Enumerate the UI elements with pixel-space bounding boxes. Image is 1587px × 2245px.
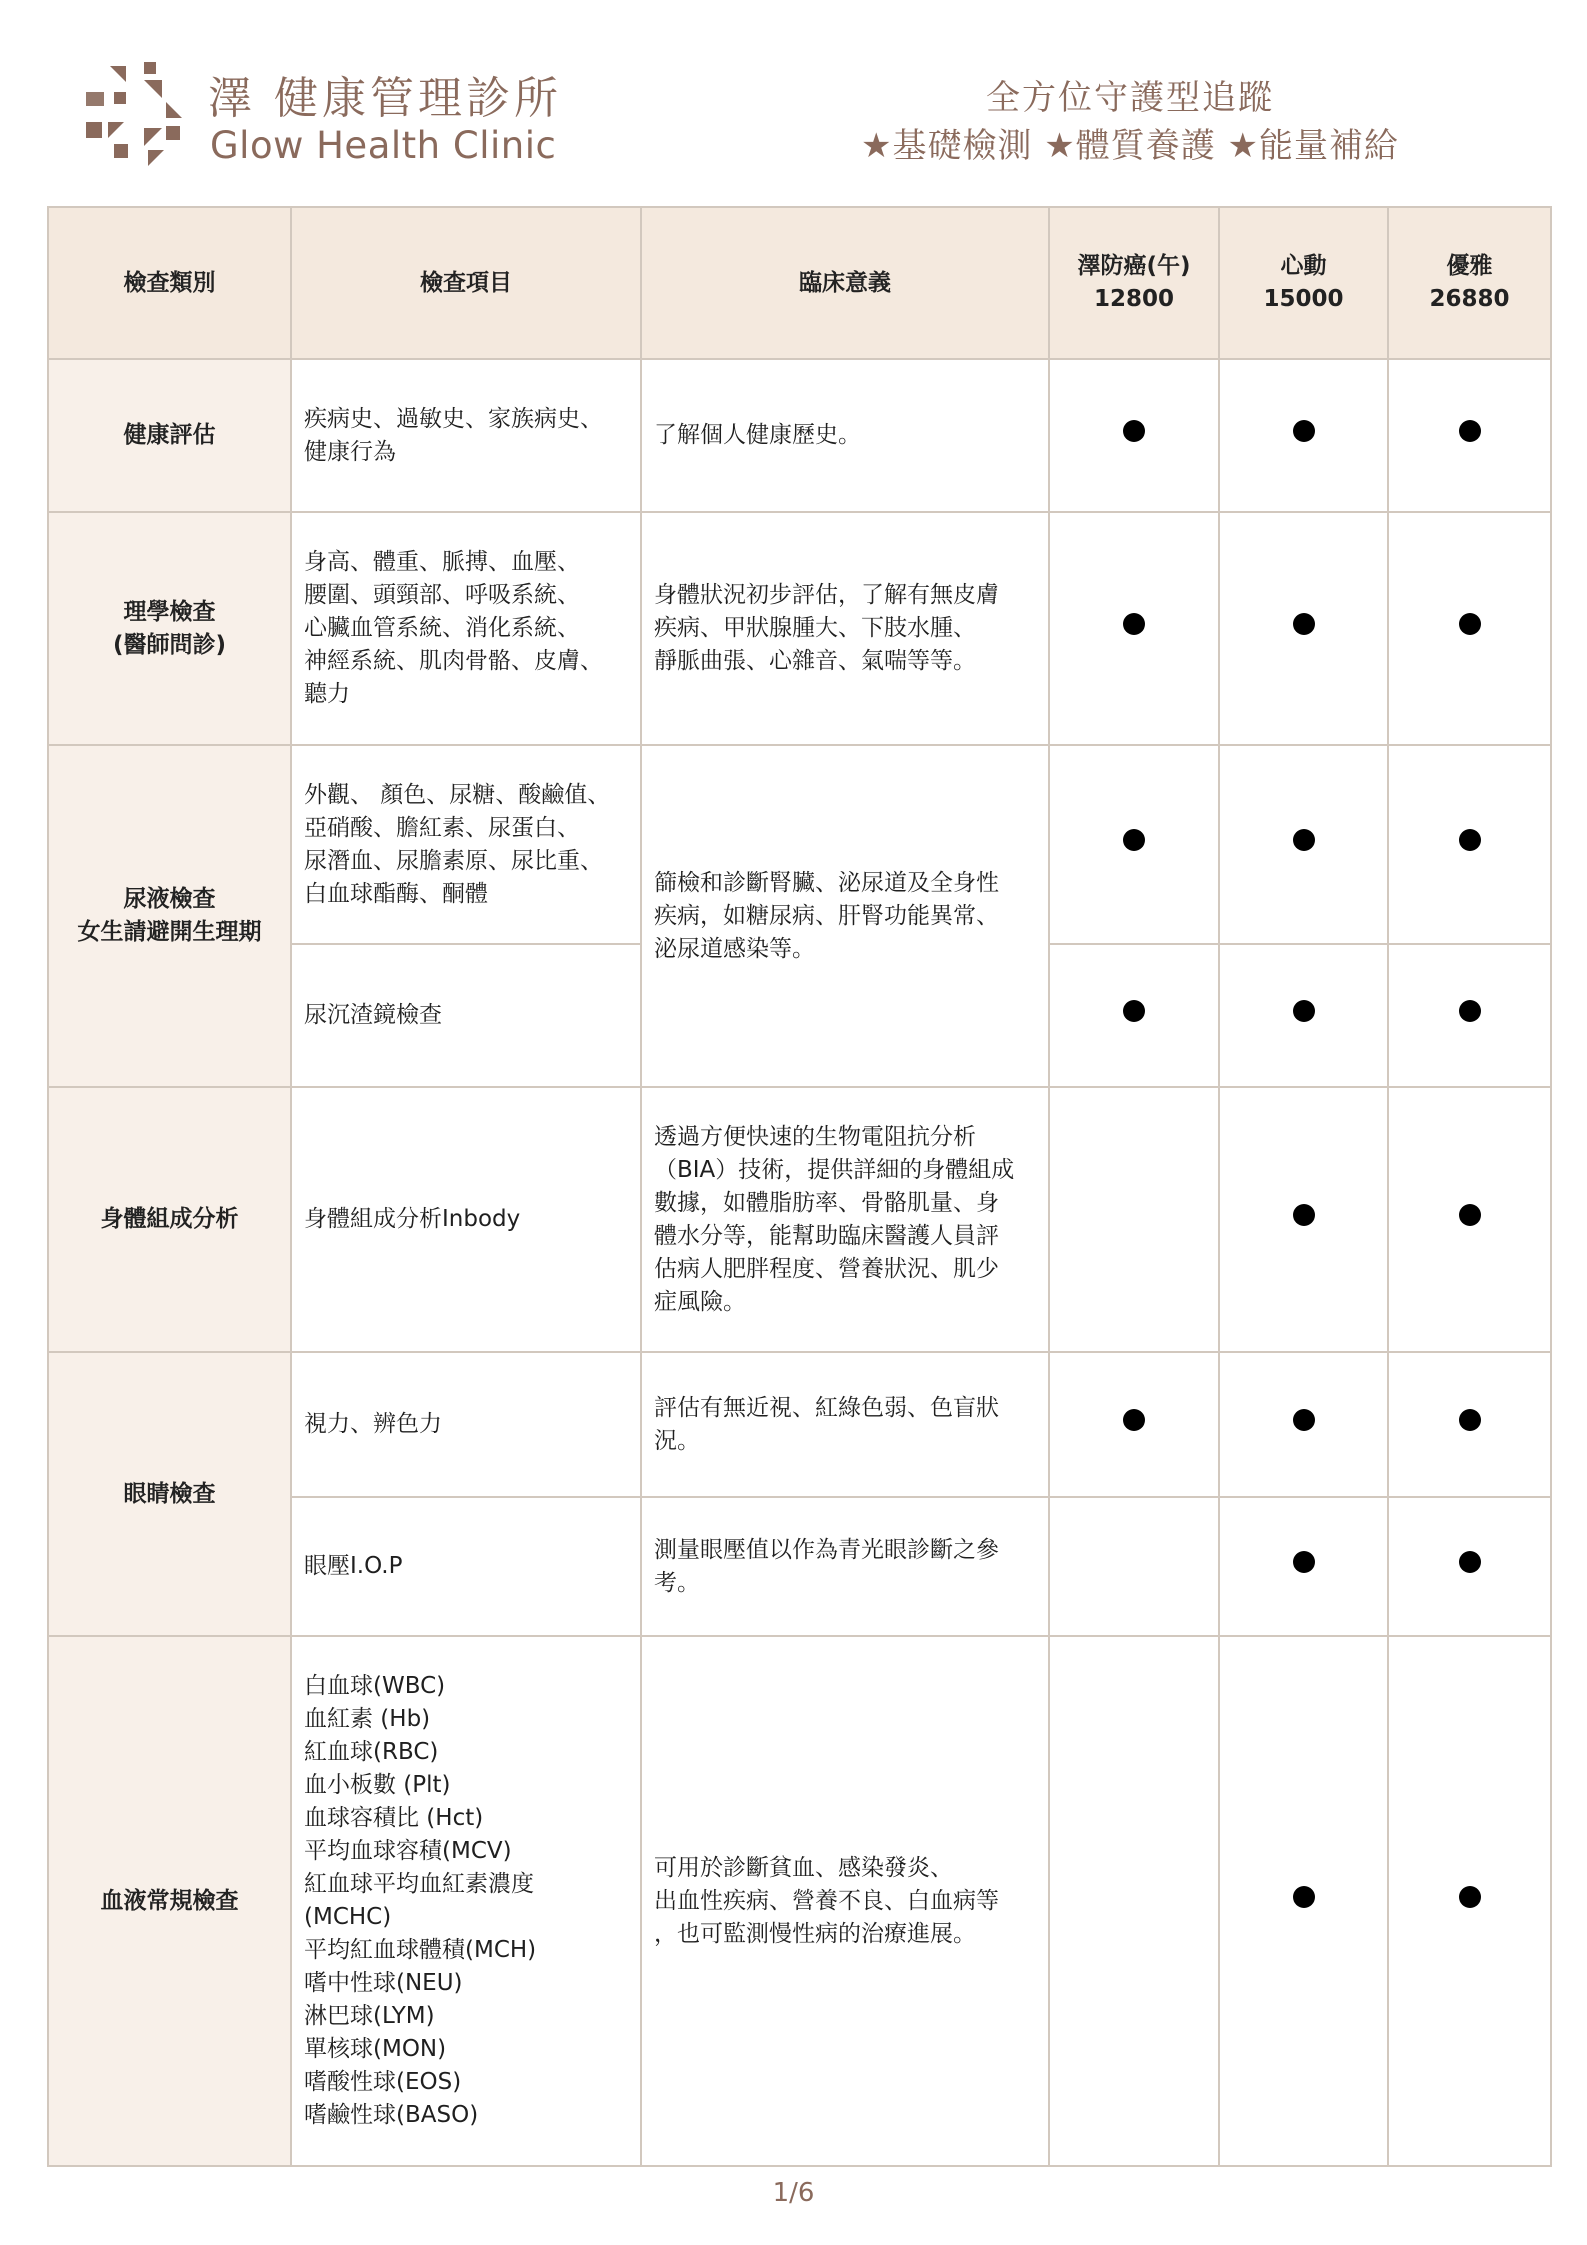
plan-3-mark — [1388, 1352, 1551, 1497]
row-meaning: 評估有無近視、紅綠色弱、色盲狀 況。 — [641, 1352, 1049, 1497]
included-dot-icon — [1293, 613, 1315, 635]
row-item: 疾病史、過敏史、家族病史、 健康行為 — [291, 359, 641, 512]
row-category: 理學檢查 (醫師問診) — [48, 512, 291, 745]
plan-3-mark — [1388, 745, 1551, 944]
row-meaning: 了解個人健康歷史。 — [641, 359, 1049, 512]
included-dot-icon — [1123, 829, 1145, 851]
included-dot-icon — [1459, 829, 1481, 851]
table-row — [48, 1087, 1551, 1352]
plan-2-mark — [1219, 1497, 1388, 1636]
plan-1-mark — [1049, 1087, 1219, 1352]
row-item: 白血球(WBC) 血紅素 (Hb) 紅血球(RBC) 血小板數 (Plt) 血球容積比 (Hct) 平均血球容積(MCV) 紅血球平均血紅素濃度 (MCHC) 平均紅血球體積(MCH) 嗜中性球(NEU) 淋巴球(LYM) 單核球(MON) 嗜酸性球(EOS) 嗜鹼性球(BASO) — [291, 1636, 641, 2166]
row-category: 眼睛檢查 — [48, 1352, 291, 1636]
checkup-table — [47, 206, 1552, 2167]
included-dot-icon — [1459, 1886, 1481, 1908]
header-plan-3: 優雅 26880 — [1388, 207, 1551, 359]
plan-1-mark — [1049, 1636, 1219, 2166]
plan-3-mark — [1388, 1636, 1551, 2166]
plan-1-mark — [1049, 944, 1219, 1087]
plan-2-mark — [1219, 1352, 1388, 1497]
row-category: 血液常規檢查 — [48, 1636, 291, 2166]
plan-3-mark — [1388, 512, 1551, 745]
page-number: 1/6 — [772, 2178, 815, 2208]
included-dot-icon — [1459, 1204, 1481, 1226]
plan-2-mark — [1219, 359, 1388, 512]
header-item: 檢查項目 — [291, 207, 641, 359]
brand-name-english: Glow Health Clinic — [210, 124, 557, 167]
included-dot-icon — [1123, 613, 1145, 635]
plan-1-mark — [1049, 512, 1219, 745]
row-item: 身高、體重、脈搏、血壓、 腰圍、頭頸部、呼吸系統、 心臟血管系統、消化系統、 神經系統、肌肉骨骼、皮膚、 聽力 — [291, 512, 641, 745]
header-meaning: 臨床意義 — [641, 207, 1049, 359]
row-item: 眼壓I.O.P — [291, 1497, 641, 1636]
included-dot-icon — [1293, 1204, 1315, 1226]
plan-2-mark — [1219, 512, 1388, 745]
plan-1-mark — [1049, 745, 1219, 944]
row-meaning: 透過方便快速的生物電阻抗分析 （BIA）技術，提供詳細的身體組成 數據，如體脂肪率、骨骼肌量、身 體水分等，能幫助臨床醫護人員評 估病人肥胖程度、營養狀況、肌少 症風險。 — [641, 1087, 1049, 1352]
included-dot-icon — [1293, 420, 1315, 442]
included-dot-icon — [1123, 1000, 1145, 1022]
row-meaning: 篩檢和診斷腎臟、泌尿道及全身性 疾病，如糖尿病、肝腎功能異常、 泌尿道感染等。 — [641, 745, 1049, 1087]
table-row — [48, 745, 1551, 944]
included-dot-icon — [1459, 1551, 1481, 1573]
plan-2-mark — [1219, 745, 1388, 944]
plan-1-mark — [1049, 359, 1219, 512]
plan-3-mark — [1388, 359, 1551, 512]
row-item: 身體組成分析Inbody — [291, 1087, 641, 1352]
header-plan-1: 澤防癌(午) 12800 — [1049, 207, 1219, 359]
table-row — [48, 512, 1551, 745]
header-category: 檢查類別 — [48, 207, 291, 359]
included-dot-icon — [1293, 1551, 1315, 1573]
plan-1-mark — [1049, 1352, 1219, 1497]
plan-3-mark — [1388, 944, 1551, 1087]
table-row — [48, 359, 1551, 512]
plan-1-mark — [1049, 1497, 1219, 1636]
included-dot-icon — [1459, 613, 1481, 635]
plan-2-mark — [1219, 1087, 1388, 1352]
table-row — [48, 1636, 1551, 2166]
row-item: 視力、辨色力 — [291, 1352, 641, 1497]
included-dot-icon — [1123, 420, 1145, 442]
row-meaning: 可用於診斷貧血、感染發炎、 出血性疾病、營養不良、白血病等 ，也可監測慢性病的治療進展。 — [641, 1636, 1049, 2166]
table-row — [48, 1352, 1551, 1497]
tagline-secondary: ★基礎檢測 ★體質養護 ★能量補給 — [860, 126, 1400, 166]
header-plan-2: 心動 15000 — [1219, 207, 1388, 359]
clinic-logo-icon — [82, 58, 190, 170]
row-category: 尿液檢查 女生請避開生理期 — [48, 745, 291, 1087]
plan-2-mark — [1219, 944, 1388, 1087]
included-dot-icon — [1123, 1409, 1145, 1431]
included-dot-icon — [1459, 1000, 1481, 1022]
plan-3-mark — [1388, 1497, 1551, 1636]
row-meaning: 身體狀況初步評估，了解有無皮膚 疾病、甲狀腺腫大、下肢水腫、 靜脈曲張、心雜音、氣喘等等。 — [641, 512, 1049, 745]
included-dot-icon — [1293, 829, 1315, 851]
table-header-row — [48, 207, 1551, 359]
row-meaning: 測量眼壓值以作為青光眼診斷之參 考。 — [641, 1497, 1049, 1636]
row-item: 外觀、 顏色、尿糖、酸鹼值、 亞硝酸、膽紅素、尿蛋白、 尿潛血、尿膽素原、尿比重、 白血球酯酶、酮體 — [291, 745, 641, 944]
plan-2-mark — [1219, 1636, 1388, 2166]
row-category: 健康評估 — [48, 359, 291, 512]
row-item: 尿沉渣鏡檢查 — [291, 944, 641, 1087]
included-dot-icon — [1459, 420, 1481, 442]
tagline-primary: 全方位守護型追蹤 — [986, 78, 1274, 118]
brand-name-chinese: 澤 健康管理診所 — [208, 73, 562, 124]
included-dot-icon — [1293, 1886, 1315, 1908]
plan-3-mark — [1388, 1087, 1551, 1352]
included-dot-icon — [1293, 1000, 1315, 1022]
included-dot-icon — [1459, 1409, 1481, 1431]
included-dot-icon — [1293, 1409, 1315, 1431]
row-category: 身體組成分析 — [48, 1087, 291, 1352]
